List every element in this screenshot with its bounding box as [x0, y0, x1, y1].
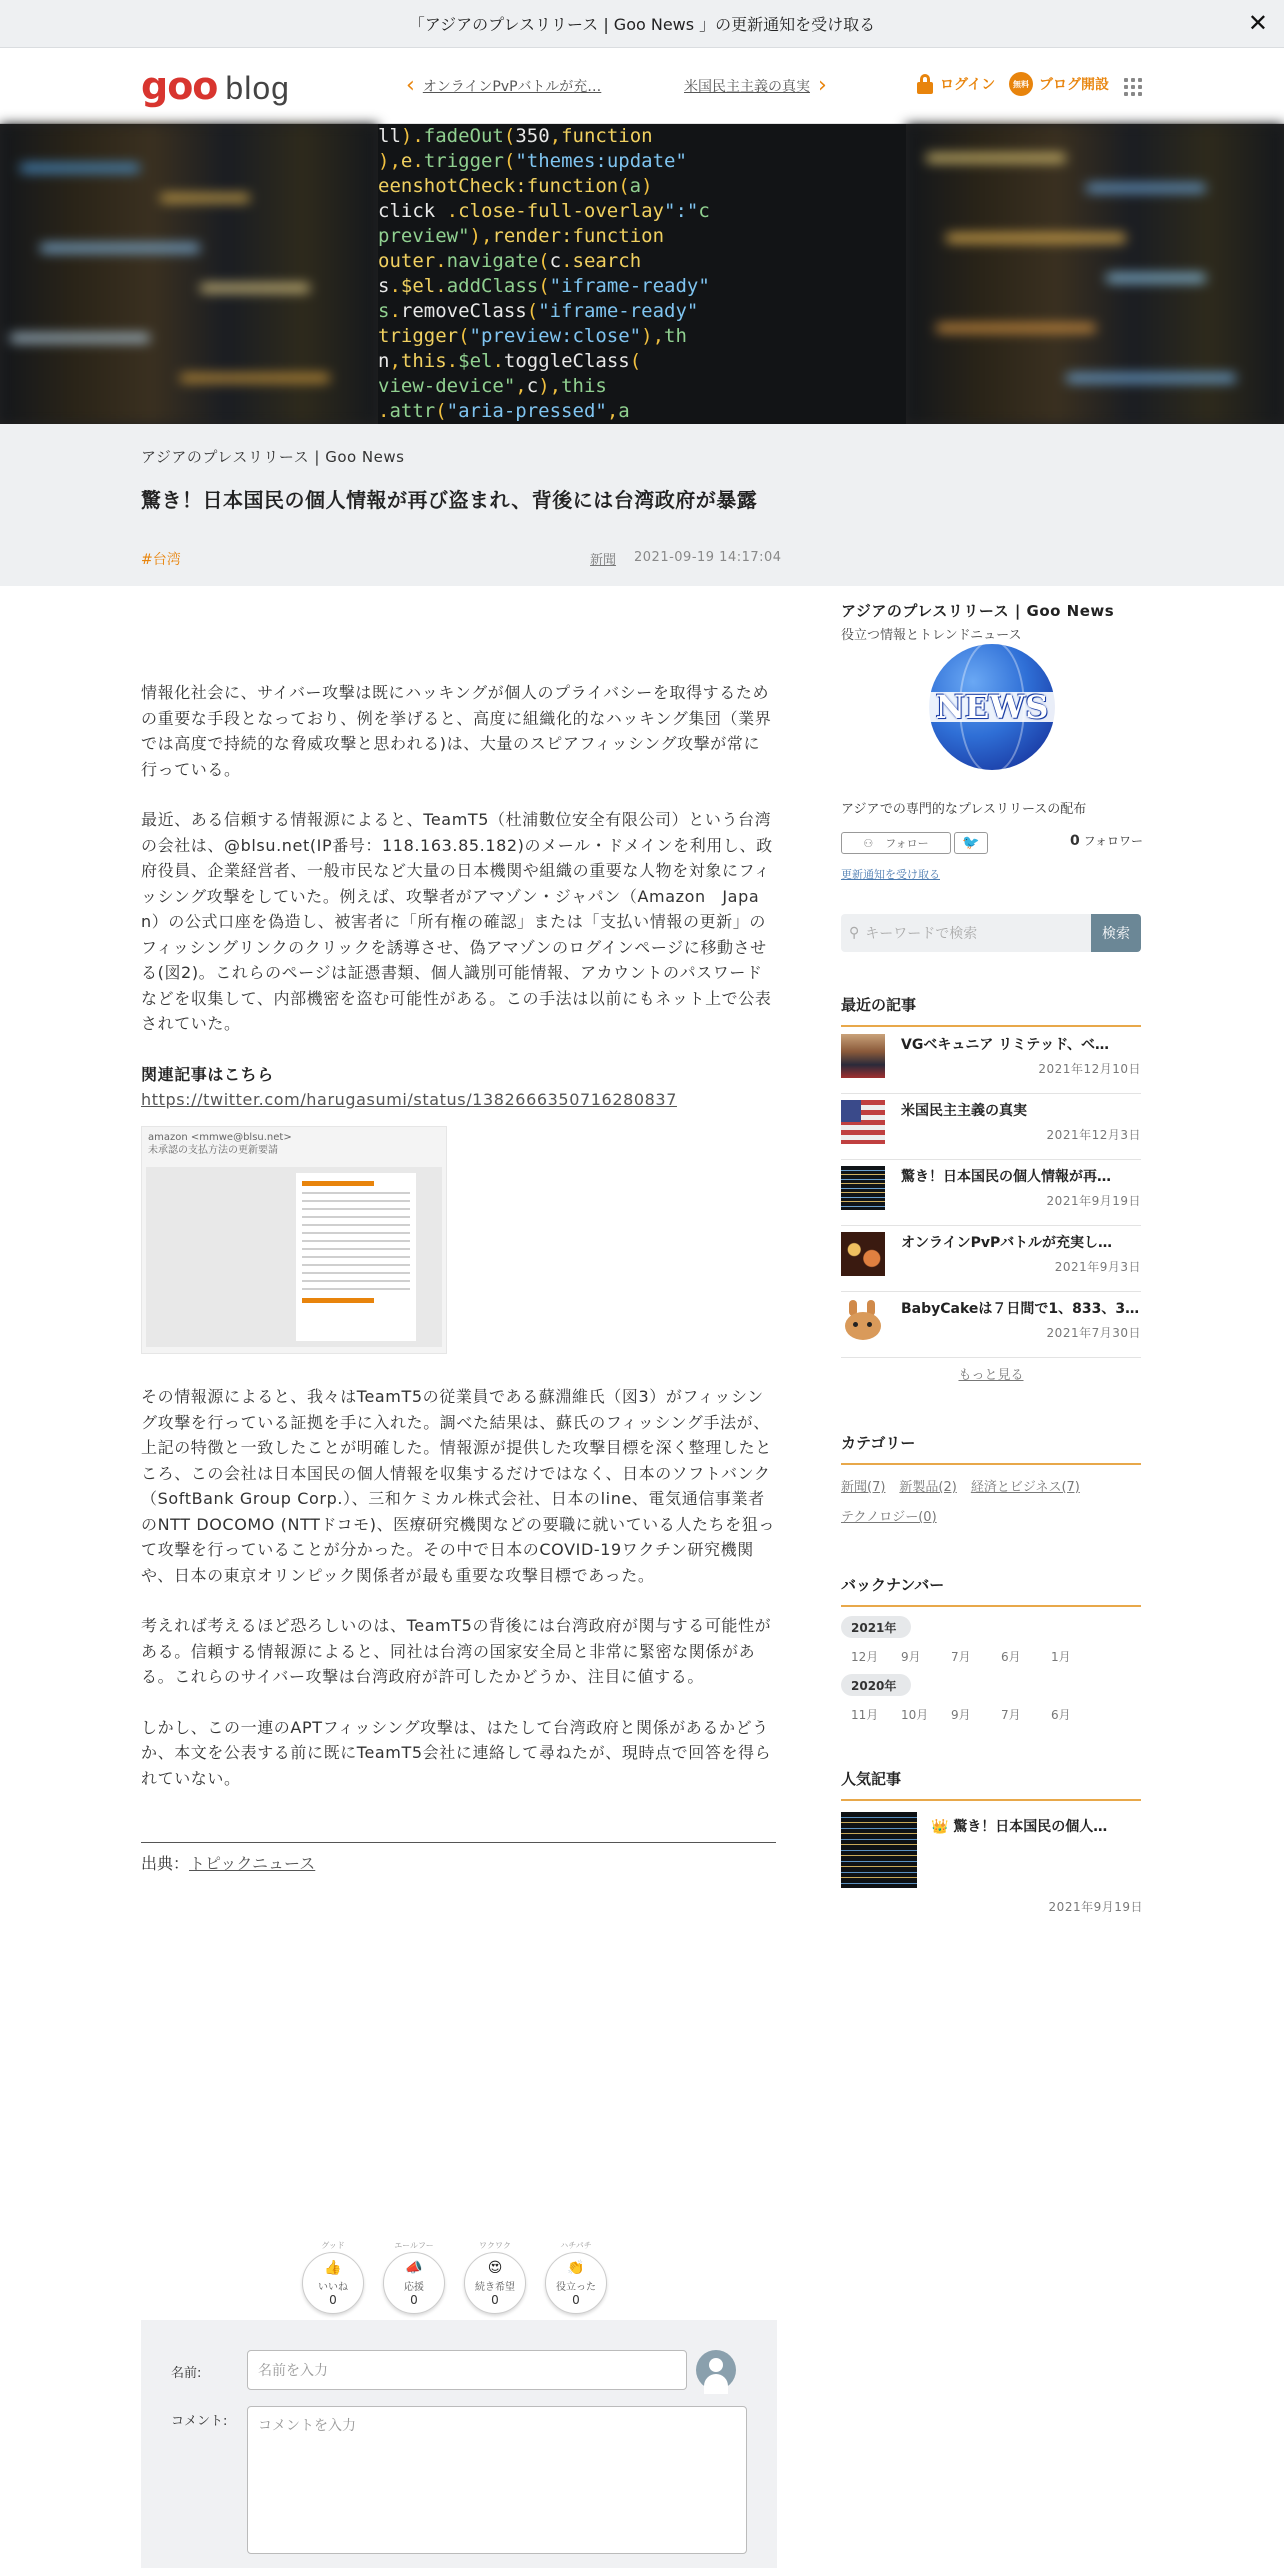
code-line: s.$el.addClass("iframe-ready" — [378, 275, 710, 297]
comment-text-label: コメント: — [171, 2414, 228, 2429]
reaction-helpful[interactable] — [545, 2240, 607, 2314]
month-link[interactable]: 1月 — [1051, 1650, 1071, 1664]
code-line: view-device",c),this — [378, 375, 607, 397]
source-link[interactable]: トピックニュース — [189, 1854, 316, 1873]
thumbs-up-icon: 👍 — [324, 2259, 342, 2276]
hero-blur-right — [906, 124, 1284, 424]
month-link[interactable]: 12月 — [851, 1650, 879, 1664]
hero-blur-left — [0, 124, 378, 424]
backnumber-heading: バックナンバー — [841, 1574, 1141, 1607]
month-link[interactable]: 6月 — [1051, 1708, 1071, 1722]
more-articles-link[interactable]: もっと見る — [958, 1368, 1024, 1383]
article-image[interactable] — [141, 1126, 447, 1354]
recent-date: 2021年9月19日 — [1046, 1194, 1141, 1208]
article-category-link[interactable]: 新聞 — [590, 553, 617, 568]
avatar — [696, 2350, 736, 2390]
login-button[interactable] — [916, 74, 995, 94]
image-document — [296, 1173, 416, 1341]
month-list-2021 — [851, 1648, 1101, 1665]
code-line: .attr("aria-pressed",a — [378, 400, 630, 422]
code-line: click .close-full-overlay":"c — [378, 200, 710, 222]
heart-eyes-icon: 😍 — [487, 2259, 503, 2276]
month-link[interactable]: 6月 — [1001, 1650, 1021, 1664]
free-badge-icon: 無料 — [1009, 72, 1033, 96]
next-article-nav[interactable] — [684, 73, 835, 98]
reaction-count: 0 — [410, 2292, 418, 2307]
popular-heading: 人気記事 — [841, 1768, 1141, 1801]
recent-thumb — [841, 1232, 885, 1276]
year-2021[interactable]: 2021年 — [841, 1616, 911, 1638]
goo-blog-logo[interactable] — [141, 64, 290, 108]
bunny-icon — [841, 1298, 885, 1342]
recent-title[interactable]: 米国民主主義の真実 — [901, 1103, 1027, 1119]
hero-image — [0, 124, 1284, 424]
follower-label: フォロワー — [1083, 834, 1143, 848]
reaction-cheer[interactable] — [383, 2240, 445, 2314]
recent-article[interactable] — [841, 1094, 1141, 1160]
category-list — [841, 1506, 951, 1525]
megaphone-icon: 📣 — [405, 2259, 423, 2276]
login-label: ログイン — [940, 77, 996, 93]
prev-article-nav[interactable] — [398, 73, 602, 98]
search-input[interactable] — [841, 914, 1091, 952]
reaction-label: 応援 — [404, 2281, 424, 2293]
recent-thumb — [841, 1100, 885, 1144]
reaction-want-more[interactable] — [464, 2240, 526, 2314]
image-email-header — [148, 1131, 292, 1157]
comment-textarea[interactable]: コメントを入力 — [247, 2406, 747, 2554]
sidebar-profile-note: アジアでの専門的なプレスリリースの配布 — [841, 802, 1087, 817]
recent-title[interactable]: 驚き！日本国民の個人情報が再… — [901, 1169, 1111, 1185]
article-paragraph: 最近、ある信頼する情報源によると、TeamT5（杜浦數位安全有限公司）という台湾の会社は、@blsu.net(IP番号：118.163.85.182)のメール・ドメインを利用し、政府役員、企業経営者、一般市民など大量の日本機関や組織の重要な人物を対象にフィッシング攻撃をしていた。例えば、攻撃者がアマゾン・ジャパン（Amazon Japan）の公式口座を偽造し、被害者に「所有権の確認」または「支払い情報の更新」のフィッシングリンクのクリックを誘導させ、偽アマゾンのログインページに移動させる(図2)。これらのページは証憑書類、個人識別可能情報、アカウントのパスワードなどを収集して、内部機密を盗む可能性がある。この手法は以前にもネット上で公表されていた。 — [141, 810, 773, 1033]
recent-article[interactable] — [841, 1292, 1141, 1358]
article-body-continued — [141, 1384, 776, 1816]
notify-banner[interactable] — [0, 0, 1284, 48]
reaction-furigana: グッド — [321, 2241, 345, 2250]
article-date: 2021-09-19 14:17:04 — [634, 550, 782, 565]
category-link[interactable]: テクノロジー(0) — [841, 1510, 937, 1525]
reaction-count: 0 — [329, 2292, 337, 2307]
article-paragraph: 考えれば考えるほど恐ろしいのは、TeamT5の背後には台湾政府が関与する可能性がある。信頼する情報源によると、同社は台湾の国家安全局と非常に緊密な関係がある。これらのサイバー攻撃は台湾政府が許可したかどうか、注目に値する。 — [141, 1616, 772, 1686]
logo-blog-text: blog — [225, 70, 290, 106]
logo-goo-text: goo — [141, 64, 218, 108]
category-heading: カテゴリー — [841, 1432, 1141, 1465]
recent-article[interactable] — [841, 1160, 1141, 1226]
popular-title-text: 驚き！日本国民の個人… — [953, 1819, 1108, 1835]
article-paragraph: しかし、この一連のAPTフィッシング攻撃は、はたして台湾政府と関係があるかどうか、本文を公表する前に既にTeamT5会社に連絡して尋ねたが、現時点で回答を得られていない。 — [141, 1717, 772, 1788]
search-placeholder: キーワードで検索 — [865, 926, 978, 942]
reaction-label: いいね — [318, 2281, 348, 2293]
category-link[interactable]: 新製品(2) — [899, 1480, 957, 1495]
news-logo-text: NEWS — [935, 688, 1049, 726]
image-email-subject: 未承認の支払方法の更新要請 — [148, 1145, 278, 1156]
reaction-label: 役立った — [556, 2281, 596, 2293]
recent-article[interactable] — [841, 1226, 1141, 1292]
recent-date: 2021年12月10日 — [1038, 1062, 1141, 1076]
chevron-left-icon: ‹ — [406, 73, 415, 98]
category-link[interactable]: 新聞(7) — [841, 1480, 886, 1495]
reaction-count: 0 — [572, 2292, 580, 2307]
article-title: 驚き！日本国民の個人情報が再び盗まれ、背後には台湾政府が暴露 — [141, 488, 758, 512]
month-link[interactable]: 11月 — [851, 1708, 879, 1722]
search-icon: ⚲ — [849, 925, 860, 941]
article-source — [141, 1842, 776, 1874]
site-header — [0, 48, 1284, 124]
reaction-circle[interactable] — [383, 2252, 445, 2314]
sidebar-blog-desc: 役立つ情報とトレンドニュース — [841, 628, 1022, 643]
twitter-icon: 🐦 — [962, 835, 980, 851]
code-line: ),e.trigger("themes:update" — [378, 150, 687, 172]
blog-title-link[interactable]: アジアのプレスリリース | Goo News — [141, 448, 405, 466]
recent-title[interactable]: VGベキュニア リミテッド、ベ… — [901, 1037, 1109, 1053]
sidebar-search — [841, 914, 1141, 952]
follower-count — [1070, 832, 1143, 849]
recent-title[interactable]: BabyCakeは７日間で1、833、3… — [901, 1301, 1140, 1317]
popular-date: 2021年9月19日 — [1048, 1900, 1143, 1914]
news-globe-logo[interactable] — [929, 644, 1055, 770]
month-link[interactable]: 10月 — [901, 1708, 929, 1722]
twitter-button[interactable] — [954, 832, 988, 854]
month-link[interactable]: 9月 — [951, 1708, 971, 1722]
reaction-furigana: エールフー — [394, 2241, 434, 2250]
follow-button[interactable] — [841, 832, 951, 854]
lock-icon — [916, 74, 934, 94]
reaction-good[interactable] — [302, 2240, 364, 2314]
recent-article[interactable] — [841, 1028, 1141, 1094]
article-body — [141, 680, 776, 1113]
image-page-preview — [146, 1167, 442, 1347]
reaction-buttons — [302, 2240, 626, 2314]
follow-label: フォロー — [885, 837, 929, 850]
source-label: 出典： — [141, 1854, 190, 1873]
recent-thumb — [841, 1034, 885, 1078]
related-link[interactable]: https://twitter.com/harugasumi/status/1382666350716280837 — [141, 1090, 677, 1109]
reaction-circle[interactable] — [545, 2252, 607, 2314]
prev-article-link[interactable]: オンラインPvPバトルが充… — [422, 79, 602, 95]
article-meta-band — [0, 424, 1284, 586]
article-paragraph: その情報源によると、我々はTeamT5の従業員である蘇淵維氏（図3）がフィッシング攻撃を行っている証拠を手に入れた。調べた結果は、蘇氏のフィッシング手法が、上記の特徴と一致したことが明確した。情報源が提供した攻撃目標を深く整理したところ、この会社は日本国民の個人情報を収集するだけではなく、日本のソフトバンク（SoftBank Group Corp.）、三和ケミカル株式会社、日本のline、電気通信事業者のNTT DOCOMO (NTTドコモ)、医療研究機関などの要職に就いている人たちを狙って攻撃を行っていることが分かった。その中で日本のCOVID-19ワクチン研究機関や、日本の東京オリンピック関係者が最も重要な攻撃目標であった。 — [141, 1387, 775, 1585]
reaction-count: 0 — [491, 2292, 499, 2307]
notify-banner-text[interactable]: 「アジアのプレスリリース | Goo News 」の更新通知を受け取る — [408, 15, 876, 34]
menu-grid-icon[interactable] — [1124, 78, 1142, 96]
follower-number: 0 — [1070, 833, 1080, 849]
recent-date: 2021年9月3日 — [1054, 1260, 1141, 1274]
chevron-right-icon: › — [818, 73, 827, 98]
article-paragraph: 情報化社会に、サイバー攻撃は既にハッキングが個人のプライバシーを取得するための重要な手段となっており、例を挙げると、高度に組織化的なハッキング集団（業界では高度で持続的な脅威攻撃と思われる)は、大量のスピアフィッシング攻撃が常に行っている。 — [141, 683, 772, 779]
code-line: s.removeClass("iframe-ready" — [378, 300, 699, 322]
crown-icon: 👑 — [931, 1819, 949, 1835]
code-line: eenshotCheck:function(a) — [378, 175, 653, 197]
month-list-2020 — [851, 1706, 1101, 1723]
recent-date: 2021年12月3日 — [1046, 1128, 1141, 1142]
reaction-label: 続き希望 — [475, 2281, 515, 2293]
user-icon: ⚇ — [863, 836, 874, 850]
month-link[interactable]: 7月 — [951, 1650, 971, 1664]
month-link[interactable]: 7月 — [1001, 1708, 1021, 1722]
comment-name-label: 名前: — [171, 2366, 202, 2381]
code-screenshot — [378, 124, 906, 424]
close-icon[interactable]: ✕ — [1247, 9, 1268, 37]
recent-heading: 最近の記事 — [841, 994, 1141, 1027]
code-line: n,this.$el.toggleClass( — [378, 350, 642, 372]
reaction-circle[interactable] — [302, 2252, 364, 2314]
open-blog-label: ブログ開設 — [1039, 77, 1109, 93]
clap-icon: 👏 — [567, 2259, 585, 2276]
recent-thumb — [841, 1166, 885, 1210]
code-line: trigger("preview:close"),th — [378, 325, 687, 347]
next-article-link[interactable]: 米国民主主義の真実 — [684, 79, 810, 95]
reaction-furigana: ワクワク — [479, 2241, 511, 2250]
comment-name-input[interactable]: 名前を入力 — [247, 2350, 687, 2390]
related-heading: 関連記事はこちら — [141, 1064, 274, 1084]
open-blog-button[interactable] — [1009, 72, 1109, 96]
category-link[interactable]: 経済とビジネス(7) — [970, 1480, 1080, 1495]
month-link[interactable]: 9月 — [901, 1650, 921, 1664]
article-tag[interactable]: #台湾 — [141, 552, 181, 568]
recent-title[interactable]: オンラインPvPバトルが充実し… — [901, 1235, 1112, 1251]
sidebar-blog-title[interactable]: アジアのプレスリリース | Goo News — [841, 602, 1115, 620]
reaction-furigana: ハチパチ — [560, 2241, 592, 2250]
image-email-from: amazon <mmwe@blsu.net> — [148, 1132, 292, 1143]
popular-title[interactable] — [931, 1816, 1107, 1836]
update-notify-link[interactable]: 更新通知を受け取る — [841, 868, 940, 881]
reaction-circle[interactable] — [464, 2252, 526, 2314]
year-2020[interactable]: 2020年 — [841, 1674, 911, 1696]
code-line: ll).fadeOut(350,function — [378, 125, 653, 147]
code-line: preview"),render:function — [378, 225, 665, 247]
comment-form — [141, 2320, 777, 2568]
recent-date: 2021年7月30日 — [1046, 1326, 1141, 1340]
search-button[interactable]: 検索 — [1091, 914, 1141, 952]
popular-thumb[interactable] — [841, 1812, 917, 1888]
code-line: outer.navigate(c.search — [378, 250, 642, 272]
category-list — [841, 1476, 1094, 1495]
